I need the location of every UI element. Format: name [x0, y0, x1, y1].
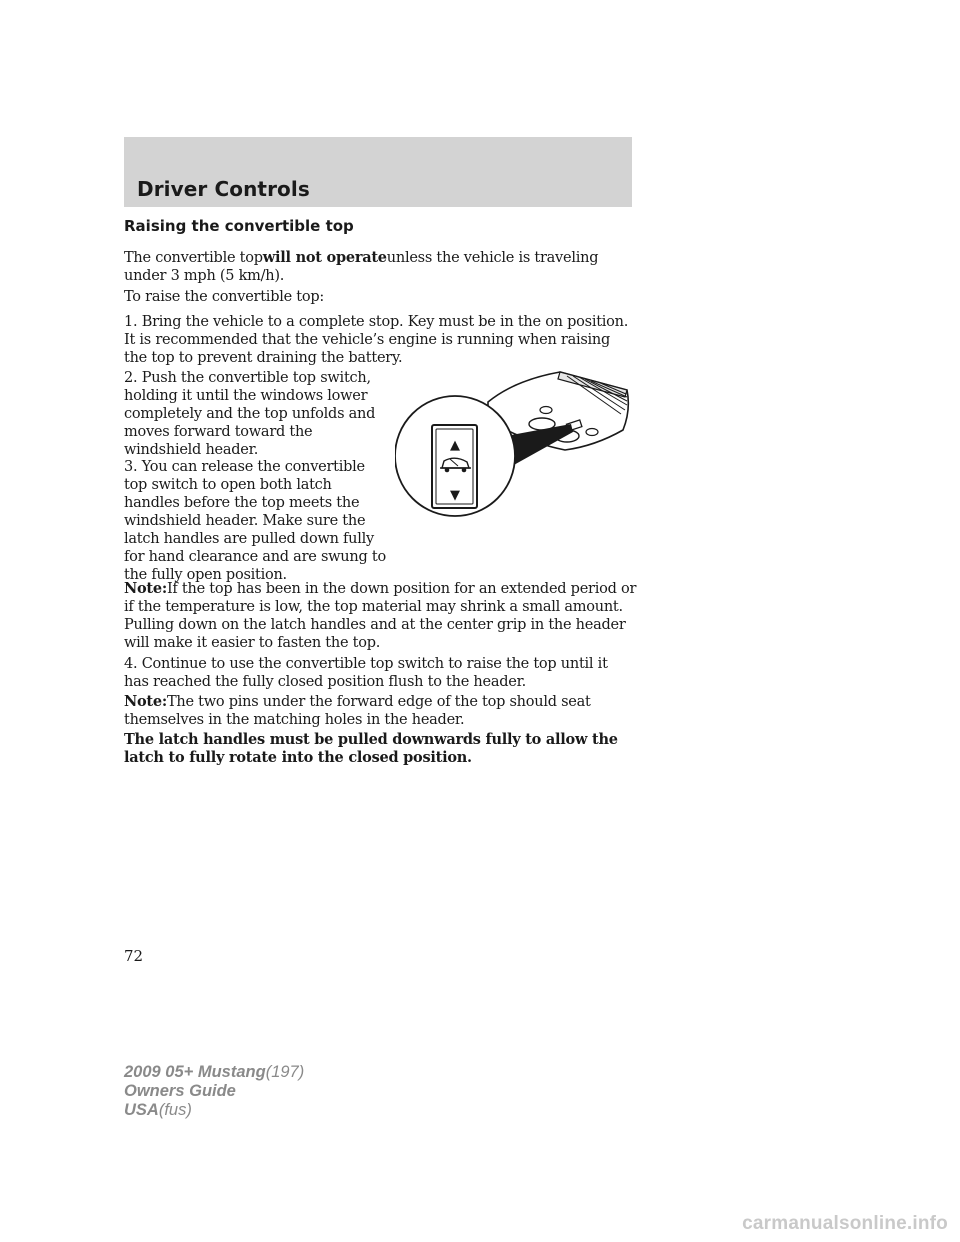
switch-illustration-svg [395, 370, 630, 520]
footer-line-market [124, 1101, 304, 1120]
step-2-paragraph: 2. Push the convertible top switch, holding it until the windows lower completely and the top unfolds and moves forward toward the windshield header. [124, 370, 376, 458]
footer-guide: Owners Guide [124, 1082, 236, 1100]
intro-text-start: The convertible top [124, 250, 263, 266]
warning-text: The latch handles must be pulled downwards fully to allow the latch to fully rotate into the closed position. [124, 731, 618, 766]
up-arrow-icon: ▲ [450, 438, 460, 453]
note-2-label: Note: [124, 693, 167, 710]
footer-model-code: (197) [265, 1063, 305, 1081]
note-1-text: If the top has been in the down position for an extended period or if the temperature is low, the top material may shrink a small amount. Pulling down on the latch handles and at the center grip in the header will make it easier to fasten the top. [124, 581, 637, 651]
intro-emphasis: will not operate [262, 249, 387, 266]
step-1-paragraph: 1. Bring the vehicle to a complete stop. Key must be in the on position. It is recommended that the vehicle’s engine is running when raising the top to prevent draining the battery. [124, 314, 629, 366]
footer-model: 2009 05+ Mustang [124, 1063, 266, 1081]
note-2-paragraph [124, 693, 629, 729]
instructions-lead: To raise the convertible top: [124, 289, 325, 305]
document-footer [124, 1063, 304, 1120]
warning-paragraph [124, 731, 629, 767]
convertible-top-switch-illustration [395, 370, 630, 520]
section-header-title: Driver Controls [137, 177, 310, 201]
intro-paragraph [124, 249, 624, 285]
note-1-paragraph [124, 580, 639, 652]
site-watermark: carmanualsonline.info [742, 1213, 948, 1234]
intro-text-end: unless the vehicle is traveling under 3 mph (5 km/h). [124, 250, 599, 284]
subsection-heading: Raising the convertible top [124, 217, 354, 235]
note-1-label: Note: [124, 580, 167, 597]
note-2-text: The two pins under the forward edge of the top should seat themselves in the matching holes in the header. [124, 694, 591, 728]
step-4-paragraph: 4. Continue to use the convertible top switch to raise the top until it has reached the fully closed position flush to the header. [124, 656, 608, 690]
step-3-paragraph: 3. You can release the convertible top switch to open both latch handles before the top meets the windshield header. Make sure the latch handles are pulled down fully for hand clearance and are swung to the fully open position. [124, 459, 386, 583]
down-arrow-icon: ▼ [450, 488, 460, 503]
footer-line-model [124, 1063, 304, 1082]
section-header-band [124, 137, 632, 207]
page-number: 72 [124, 947, 144, 965]
footer-line-guide [124, 1082, 304, 1101]
footer-market-code: (fus) [158, 1101, 192, 1119]
footer-market: USA [124, 1101, 159, 1119]
